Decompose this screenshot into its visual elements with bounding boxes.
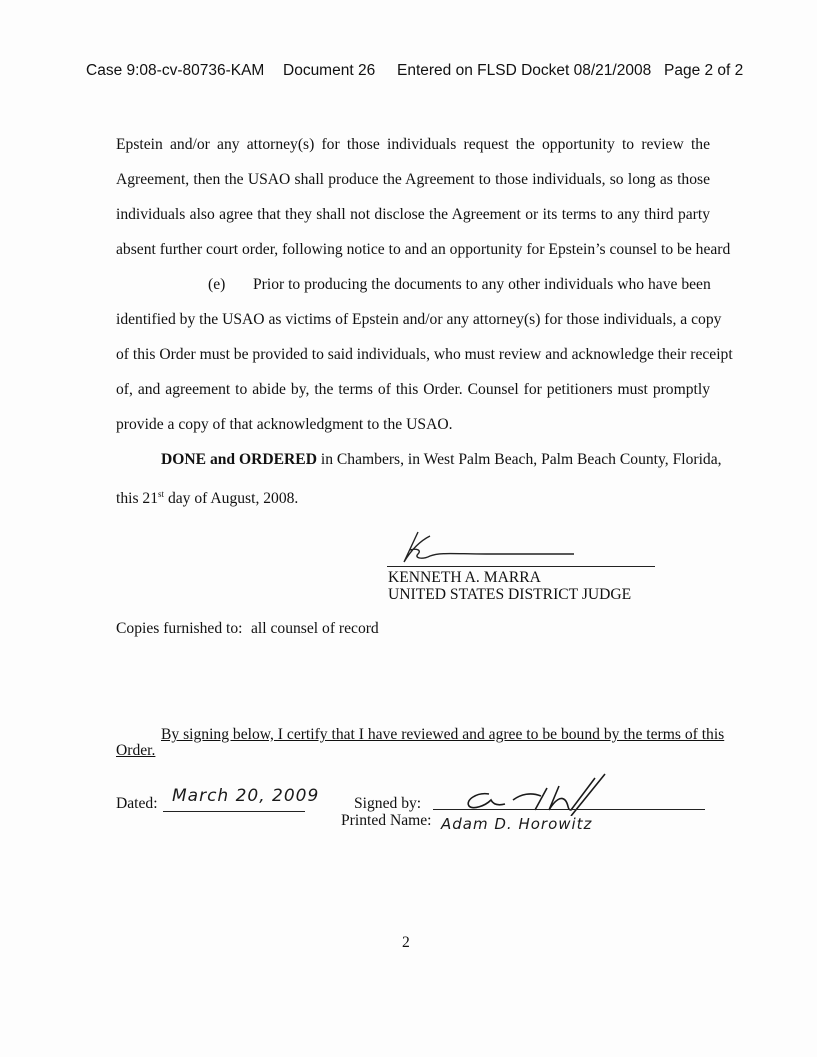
dated-label: Dated: [116, 795, 158, 812]
page-indicator: Page 2 of 2 [664, 62, 744, 79]
dated-value: March 20, 2009 [172, 786, 320, 806]
printed-name-value: Adam D. Horowitz [441, 815, 593, 833]
subparagraph-label: (e) [208, 276, 226, 293]
paragraph-line: Epstein and/or any attorney(s) for those individuals request the opportunity to review the [116, 136, 710, 153]
judge-name: KENNETH A. MARRA [388, 569, 541, 586]
paragraph-line: Prior to producing the documents to any other individuals who have been [253, 276, 711, 293]
done-ordered-rest: in Chambers, in West Palm Beach, Palm Beach County, Florida, [316, 451, 722, 468]
certify-line: By signing below, I certify that I have reviewed and agree to be bound by the terms of this [161, 726, 725, 743]
paragraph-line: identified by the USAO as victims of Epstein and/or any attorney(s) for those individuals, a copy [116, 311, 722, 328]
paragraph-line: individuals also agree that they shall not disclose the Agreement or its terms to any third party [116, 206, 710, 223]
docket-entry: Entered on FLSD Docket 08/21/2008 [397, 62, 652, 79]
date-sup: st [158, 489, 165, 499]
judge-signature-icon [396, 528, 586, 570]
printed-name-label: Printed Name: [341, 812, 432, 829]
done-ordered-bold: DONE and ORDERED [161, 451, 317, 468]
judge-title: UNITED STATES DISTRICT JUDGE [388, 586, 632, 603]
date-post: day of August, 2008. [164, 490, 299, 508]
done-ordered-line [161, 442, 722, 477]
certify-order: Order. [116, 742, 156, 759]
page-number: 2 [402, 934, 410, 951]
case-number: Case 9:08-cv-80736-KAM [86, 62, 265, 79]
date-line [116, 477, 298, 516]
copies-label: Copies furnished to: [116, 620, 243, 637]
paragraph-line: of, and agreement to abide by, the terms of this Order. Counsel for petitioners must promptly [116, 381, 710, 398]
signed-label: Signed by: [354, 795, 422, 812]
document-number: Document 26 [283, 62, 376, 79]
copies-value: all counsel of record [251, 620, 379, 637]
paragraph-line: absent further court order, following notice to and an opportunity for Epstein’s counsel to be heard [116, 241, 731, 258]
date-pre: this 21 [116, 490, 159, 508]
paragraph-line: provide a copy of that acknowledgment to the USAO. [116, 416, 453, 433]
signed-line [433, 809, 705, 810]
judge-signature-line [387, 566, 655, 567]
paragraph-line: of this Order must be provided to said individuals, who must review and acknowledge their receipt [116, 346, 733, 363]
paragraph-line: Agreement, then the USAO shall produce the Agreement to those individuals, so long as those [116, 171, 710, 188]
dated-line [163, 811, 305, 812]
